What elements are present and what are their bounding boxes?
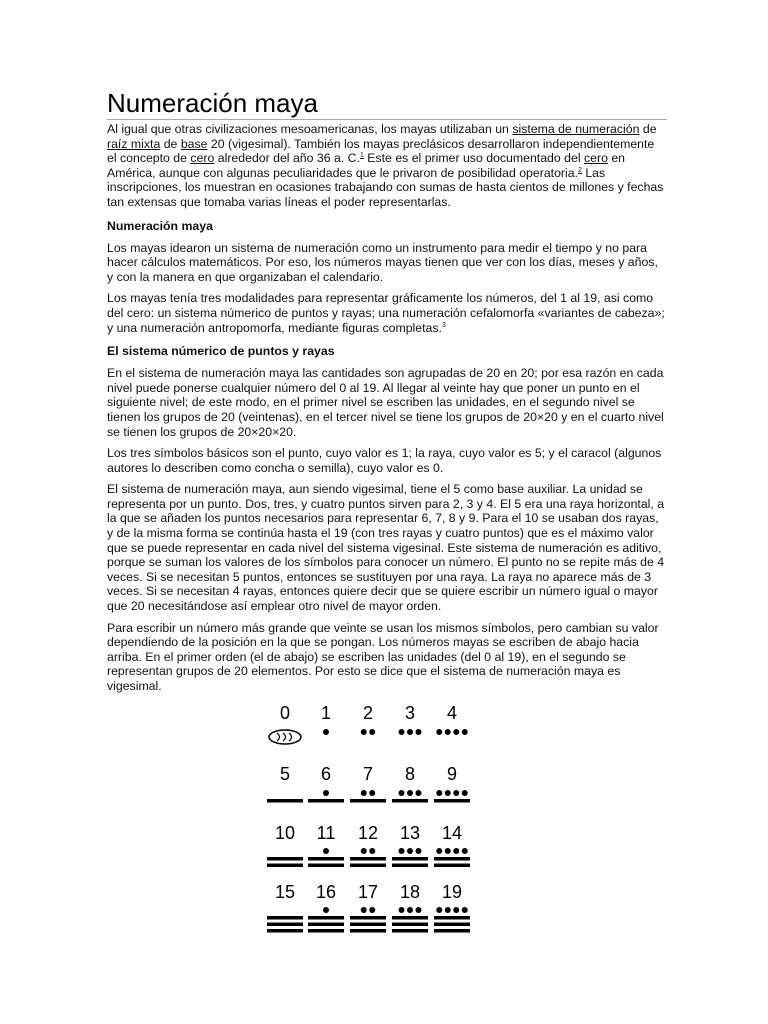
text-run: alrededor del año 36 a. C. — [214, 151, 360, 166]
section2-paragraph-3: El sistema de numeración maya, aun siendo vigesimal, tiene el 5 como base auxiliar. La unidad se representa por un punto. Dos, tres, y cuatro puntos sirven para 2, 3 y 4. El 5 era una raya horizontal, a la que se añaden los puntos necesarios para representar 6, 7, 8 y 9. Para el 10 se usaban dos rayas, y de la misma forma se continúa hasta el 19 (con tres rayas y cuatro puntos) que es el máximo valor que se puede representar en cada nivel del sistema vigesinal. Este sistema de numeración es aditivo, porque se suman los valores de los símbolos para conocer un número. El punto no se repite más de 4 veces. Si se necesitan 5 puntos, entonces se sustituyen por una raya. La raya no aparece más de 3 veces. Si se necesitan 4 rayas, entonces quiere decir que se quiere escribir un número igual o mayor que 20 necesitándose así emplear otro nivel de mayor orden. — [107, 482, 665, 614]
dot-symbol — [323, 729, 329, 735]
maya-numeral-glyph — [267, 916, 303, 933]
reference-3-link[interactable]: 3 — [441, 321, 446, 329]
bar-symbol — [308, 923, 344, 927]
dot-symbol — [361, 848, 367, 854]
numeral-label: 13 — [399, 823, 421, 843]
maya-numeral-glyph — [361, 729, 376, 735]
dot-symbol — [361, 729, 367, 735]
dot-symbol — [399, 790, 405, 796]
bar-symbol — [392, 799, 428, 803]
maya-numeral-glyph — [436, 729, 468, 735]
maya-numeral-glyph — [308, 907, 344, 933]
bar-symbol — [434, 923, 470, 927]
text-run: Este es el primer uso documentado del — [363, 151, 584, 166]
dot-symbol — [369, 790, 375, 796]
link-cero[interactable]: cero — [190, 151, 215, 166]
dot-symbol — [436, 729, 442, 735]
bar-symbol — [392, 929, 428, 933]
numeral-label: 12 — [357, 823, 379, 843]
dot-symbol — [369, 907, 375, 913]
dot-symbol — [323, 848, 329, 854]
dot-symbol — [445, 790, 451, 796]
dot-symbol — [453, 729, 459, 735]
maya-numeral-glyph — [350, 848, 386, 867]
dot-symbol — [436, 848, 442, 854]
dot-symbol — [462, 729, 468, 735]
dot-symbol — [436, 907, 442, 913]
numeral-label: 10 — [274, 823, 296, 843]
dot-symbol — [436, 790, 442, 796]
maya-numeral-glyph — [308, 848, 344, 867]
shell-line — [277, 733, 280, 741]
dot-symbol — [453, 790, 459, 796]
text-run: en América, aunque con algunas peculiaridades que le privaron de posibilidad operatoria. — [107, 151, 626, 180]
numeral-label: 0 — [279, 703, 291, 723]
bar-symbol — [434, 864, 470, 868]
bar-symbol — [267, 799, 303, 803]
text-run: de — [639, 122, 657, 136]
maya-numeral-glyph — [267, 799, 303, 803]
numeral-label: 6 — [320, 764, 332, 784]
bar-symbol — [434, 929, 470, 933]
dot-symbol — [445, 907, 451, 913]
dot-symbol — [407, 907, 413, 913]
maya-numeral-glyph — [434, 790, 470, 803]
text-run: Las inscripciones, los muestran en ocasiones trabajando con sumas de hasta cientos de millones y fechas tan extensas que tomaba varias líneas el poder representarlas. — [107, 165, 664, 209]
dot-symbol — [399, 848, 405, 854]
maya-numeral-glyph — [267, 857, 303, 867]
dot-symbol — [416, 848, 422, 854]
maya-numeral-glyph — [269, 730, 301, 744]
page-title: Numeración maya — [107, 88, 667, 120]
maya-numeral-glyph — [308, 790, 344, 803]
bar-symbol — [350, 929, 386, 933]
bar-symbol — [350, 916, 386, 920]
dot-symbol — [453, 848, 459, 854]
reference-2-link[interactable]: 2 — [578, 166, 582, 174]
maya-numeral-glyph — [392, 848, 428, 867]
bar-symbol — [267, 916, 303, 920]
numeral-label: 14 — [441, 823, 463, 843]
numeral-label: 16 — [315, 882, 337, 902]
section1-paragraph-2 — [107, 291, 667, 335]
link-base[interactable]: base — [180, 136, 208, 151]
bar-symbol — [308, 916, 344, 920]
bar-symbol — [267, 923, 303, 927]
maya-numeral-glyph — [392, 790, 428, 803]
maya-numeral-glyph — [350, 790, 386, 803]
dot-symbol — [399, 729, 405, 735]
dot-symbol — [369, 848, 375, 854]
dot-symbol — [399, 907, 405, 913]
dot-symbol — [416, 790, 422, 796]
bar-symbol — [350, 799, 386, 803]
maya-numeral-glyph — [392, 907, 428, 933]
numeral-label: 4 — [446, 703, 458, 723]
bar-symbol — [350, 923, 386, 927]
dot-symbol — [416, 907, 422, 913]
numeral-label: 11 — [316, 823, 336, 843]
numeral-label: 9 — [446, 764, 458, 784]
numeral-label: 18 — [399, 882, 421, 902]
numeral-label: 15 — [274, 882, 296, 902]
text-run: 20 (vigesimal). También los mayas preclásicos desarrollaron independientemente el concepto de — [107, 136, 655, 166]
article-body — [107, 88, 667, 701]
intro-paragraph — [107, 122, 667, 210]
bar-symbol — [308, 864, 344, 868]
dot-symbol — [462, 790, 468, 796]
dot-symbol — [323, 907, 329, 913]
numeral-label: 17 — [357, 882, 379, 902]
bar-symbol — [308, 857, 344, 861]
maya-numeral-glyph — [434, 907, 470, 933]
numeral-label: 19 — [441, 882, 463, 902]
dot-symbol — [445, 848, 451, 854]
dot-symbol — [323, 790, 329, 796]
maya-numeral-glyph — [399, 729, 422, 735]
numeral-label: 7 — [362, 764, 374, 784]
bar-symbol — [267, 929, 303, 933]
dot-symbol — [453, 907, 459, 913]
bar-symbol — [392, 916, 428, 920]
bar-symbol — [308, 929, 344, 933]
section2-paragraph-2: Los tres símbolos básicos son el punto, cuyo valor es 1; la raya, cuyo valor es 5; y el caracol (algunos autores lo describen como concha o semilla), cuyo valor es 0. — [107, 446, 662, 475]
section-heading-puntos-y-rayas: El sistema númerico de puntos y rayas — [107, 344, 335, 359]
dot-symbol — [407, 790, 413, 796]
numeral-label: 8 — [404, 764, 416, 784]
dot-symbol — [445, 729, 451, 735]
bar-symbol — [267, 864, 303, 868]
bar-symbol — [350, 857, 386, 861]
bar-symbol — [267, 857, 303, 861]
bar-symbol — [392, 857, 428, 861]
dot-symbol — [462, 848, 468, 854]
link-cero-2[interactable]: cero — [583, 151, 608, 166]
shell-line — [283, 733, 286, 741]
section2-paragraph-4: Para escribir un número más grande que veinte se usan los mismos símbolos, pero cambian su valor dependiendo de la posición en la que se pongan. Los números mayas se escriben de abajo hacia arriba. En el primer orden (el de abajo) se escriben las unidades (del 0 al 19), en el segundo se representan grupos de 20 elementos. Por esto se dice que el sistema de numeración maya es vigesimal. — [107, 620, 659, 693]
bar-symbol — [392, 864, 428, 868]
bar-symbol — [434, 916, 470, 920]
bar-symbol — [392, 923, 428, 927]
dot-symbol — [361, 790, 367, 796]
link-sistema-de-numeracion[interactable]: sistema de numeración — [512, 122, 640, 136]
text-run: de — [160, 136, 181, 151]
dot-symbol — [462, 907, 468, 913]
bar-symbol — [434, 799, 470, 803]
shell-line — [289, 733, 292, 741]
numeral-label: 3 — [404, 703, 416, 723]
dot-symbol — [369, 729, 375, 735]
numeral-label: 5 — [279, 764, 291, 784]
bar-symbol — [350, 864, 386, 868]
reference-1-link[interactable]: 1 — [359, 152, 364, 160]
bar-symbol — [308, 799, 344, 803]
section1-paragraph-1: Los mayas idearon un sistema de numeración como un instrumento para medir el tiempo y no para hacer cálculos matemáticos. Por eso, los números mayas tienen que ver con los días, meses y años, y con la manera en que organizaban el calendario. — [107, 240, 658, 284]
numeral-label: 1 — [320, 703, 332, 723]
maya-numeral-glyph — [350, 907, 386, 933]
dot-symbol — [407, 729, 413, 735]
link-raiz-mixta[interactable]: raíz mixta — [107, 136, 161, 151]
maya-numeral-glyph — [434, 848, 470, 867]
text-run: Al igual que otras civilizaciones mesoamericanas, los mayas utilizaban un — [107, 122, 513, 136]
section-heading-numeracion-maya: Numeración maya — [107, 218, 213, 233]
dot-symbol — [416, 729, 422, 735]
maya-numeral-glyph — [323, 729, 329, 735]
section2-paragraph-1: En el sistema de numeración maya las cantidades son agrupadas de 20 en 20; por esa razón en cada nivel puede ponerse cualquier número del 0 al 19. Al llegar al veinte hay que poner un punto en el siguiente nivel; de este modo, en el primer nivel se escriben las unidades, en el segundo nivel se tienen los grupos de 20 (veintenas), en el tercer nivel se tiene los grupos de 20×20 y en el cuarto nivel se tienen los grupos de 20×20×20. — [107, 366, 664, 439]
bar-symbol — [434, 857, 470, 861]
numeral-label: 2 — [362, 703, 374, 723]
maya-numerals-figure — [258, 700, 488, 942]
dot-symbol — [361, 907, 367, 913]
dot-symbol — [407, 848, 413, 854]
text-run: Los mayas tenía tres modalidades para representar gráficamente los números, del 1 al 19, asi como del cero: un sistema númerico de puntos y rayas; una numeración cefalomorfa «variantes de cabeza»; y una numeración antropomorfa, mediante figuras completas. — [107, 291, 665, 335]
